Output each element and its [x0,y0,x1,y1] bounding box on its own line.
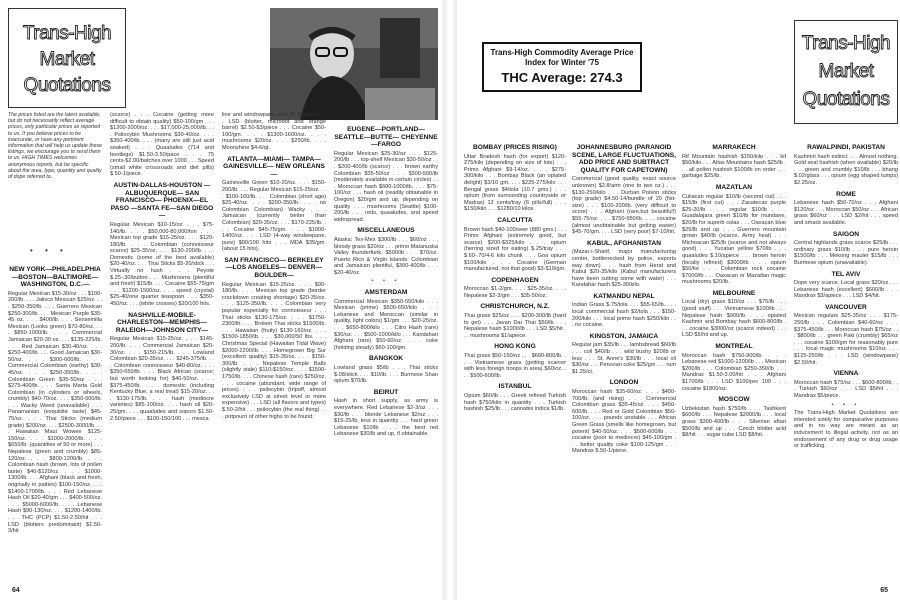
city-heading: ROME [836,190,856,198]
city-heading: MONTREAL [715,343,753,351]
price-listing: Alaska: Tex-Mex $300/lb . . . $60/oz . . . bloody grass $20/oz . . . primo Matanuska Valley thunderfunk, $500/lb . . . $70/oz. Puerto Rico & Virgin Islands: Colombian and Jamaican plentiful, $300-400/lb . . . $20-40/oz. [334,236,438,276]
price-listing: Regular Mexican $15-30/oz . . . $100-200/lb. . . . Jalisco Mexican $25/oz. . . . $250-350/lb. . . . Guerrero Mexican $250-300/lb. . . . Mexican Purple $35-45 oz. . . . $400/lb. . . . Sensemilla Mexican (Looks green) $70-80/oz. . . . $850-1000/lb. . . . Commercial Jamaican $20-30 oz. . . . $135-225/lb. . . . Red Jamaican $30-40/oz. . . . $250-400/lb. . . . Good Jamaican $30-50/oz. . . . $300-600/lb. . . . Commercial Colombian (earthy) $30-45/oz. . . . $250-350/lb. . . . Colombian Green $35-50/oz . . . $275-400/lb. . . . Santa Marta Gold Colombian (in cylinders or wheels, crumbly) $40-70/oz. . . . $350-500/lb. . . . Wacky Weed (unavailable) . . . Panamanian (exquisite taste) $45-75/oz. . . . Thai Sticks (medium grade) $200/oz. . . . $2500-3000/lb. . . . Hawaiian Maui Wowee $125-150/oz. . . . $1000-2000/lb. . . . $650/lb. (quantities of 50 or more) . . . Nepalese (green and crumbly) $85-120/oz. . . . $800-1200/lb. . . . Colombian hash (brown, lots of pollen taste) $40-$120/oz. . . . $1000-1300/lb. . . . Afghani (black and fresh, originally in patties) $100-150/oz. . . . $1400-1700/lb. . . . Red Lebanese Hash Oil $20-40/gm . . . $400-500/oz. . . . $5000-6000/lb. . . . Lebanese Hash $90-130/oz. . . . $1200-1400/lb. . . . THC (PCP) $1.50-2.50/hit . . . LSD (blotters predominant) $1.50-3/hit [8,290,102,535]
price-listing: (Mazar-i-Sharif, major manufacturing center, bottlenecked by police, exports way down) . . . hash from Herat and Kabul $20-35/kilo (Kabul manufacturers have been cutting some with water) . . . Kandahar hash $25-30/kilo. [572,249,676,289]
city-heading: KATMANDU NEPAL [593,292,655,300]
city-heading: VIENNA [833,370,859,378]
city-heading: AMSTERDAM [364,289,408,297]
price-listing: Moroccan hash $35-60/oz. . . . $450-700/lb. (and rising) . . . Commercial Colombian grass $35-45/oz. . . . $450-600/lb. . . . Red or Gold Colombian $50-100/oz. . . . pounds unstable . . . African Green Grass (smells like homegrown, but potent) $40-50/oz. . . . $500-600/lb . . . cocaine (poor to mediocre) $45-100/gm . . . better quality coke $100-125/gm . . . Mandrax $.50-1/piece. [572,389,676,455]
price-listing: Dope very scarce. Local grass $20/oz . . . Lebanese hash (excellent) $600/lb . . . Mandrax $3/apiece . . . LSD $4/hit. [794,280,898,300]
price-listing: Rif Mountain hashish $150/kilo . . . kif $50/kilo . . . Atlas Mountains hash $25/lb . . . all pollen hashish $100/lb on order . . . garbage $25/lb. [682,153,786,180]
intro-paragraph: The prices listed are the latest available, but do not necessarily reflect average prices, only particular prices as reported to us. If you believe prices to be inaccurate, or have any pertinent information that will help us update these listings, we encourage you to send them to us. HIGH TIMES welcomes anonymous reports, but be specific about the area, type, quantity and quality of dope referred to. [8,112,103,181]
city-heading: MELBOURNE [712,289,756,297]
page-number-right: 65 [880,587,888,594]
city-heading: CHRISTCHURCH, N.Z. [480,303,550,311]
city-heading: BANGKOK [368,355,404,363]
right-column-3 [682,140,786,592]
price-listing: Brown hash $40-100/seer (880 gms.) . . . Primo Afghani (extremely good, but scarce) $200-$325/kilo . . . opium (herring sized for eating) $.25/tray . . . $.60-.70/4-6 kilo chunk . . . Goa opium $100/kilo . . . Cocaine (German manufactured, not that good) $3-$10/gm. [464,226,566,273]
price-listing: Hash in short supply, as army is everywhere. Red Lebanese $2-3/oz . . . $30/lb . . . blonde Lebanese $2/oz . . . $15-25/lb, less in quantity . . . hard green Lebanese $10/lb . . . the best red Lebanese $30/lb and up, if obtainable. [334,398,438,438]
city-heading: BOMBAY (PRICES RISING) [473,144,557,151]
city-heading: NASHVILLE-MOBILE- CHARLESTON—MEMPHIS— RALEIGH—JOHNSON CITY— [115,311,209,334]
city-heading: BEIRUT [373,388,399,396]
price-listing: Commercial (good quality, exact source unknown) $2.8/arm (one to two oz.) . . . $130-250/kilo . . . Durban Poison sticks (top grade) $4.50-14/bundle of 20 (fist-size) . . . $100-200/lb. (very difficult to score) . . . Afghani (rare,but beautiful!) $55-75/oz. . . . $750-950/lb. . . . cocaine (almost unobtainable but getting easier) $45-70/gm. . . . LSD (very poor) $7-10/hit. [572,176,676,236]
price-listing: Gainesville Green $10-20/oz. . . . $150-200/lb. . . . Regular Mexican $15-25/oz. . . . $100-160/lb. . . . Colombian (short age) $25-40/oz. . . . $200-350/lb. . . . no Colombian Colombian) Wacky . . . Jamaican (currently better than Colombian) $20-35/oz. . . . $170-225/lb. . . . Cocaine $45-75/gm. . . . $1000-1400/oz. . . . LSD (4-way windowpane, pure) $90/100 hits . . . MDA $35/gm. (about 15 hits). [222,180,326,253]
price-listing: Moroccan $1-2/gm. . . . $25-35/oz. . . . Nepalese $2-3/gm . . . $35-50/oz. [464,286,566,299]
price-listing: Regular Mexican $15-25/oz. . . . $145-200/lb. . . . Commercial Jamaican $20-30/oz. . . . $150-215/lb. . . . Lowland Colombian $20-35/oz. . . . $245-375/lb. . . . Colombian connoisseur $40-80/oz. . . . $350-650/lb. . . . Black African (scarce; but worth looking for) $40-50/oz. . . . $375-450/lb. . . . domestic (including Kentucky Blue, a real treat) $15-20/oz. . . . $130-175/lb. . . . hash (mediocre varieties) $85-100/oz. . . . hash oil $20-25/gm. . . . quaaludes and sopors $1.50-2.50/piece . . . $100-150/100 . . . mesca [110,336,214,422]
trans-high-logo-right [794,20,898,124]
city-heading: JOHANNESBURG (PARANOID SCENE, LARGE FLUCTUATIONS, ADD PRICE AND SUBTRACT QUALITY FOR CAPETOWN) [572,144,676,174]
city-heading: KINGSTON, JAMAICA [589,332,659,340]
city-heading: AUSTIN-DALLAS-HOUSTON —ALBUQUERQUE— SAN FRANCISCO— PHOENIX—EL PASO —SANTA FE—SAN DIEGO— [110,181,214,220]
city-heading: RAWALPINDI, PAKISTAN [807,144,885,151]
price-listing: Regular Mexican $10-15/oz. . . . $75-140/lb. . . . $50,000-80,000/ton . . . Mexican top grade $15-25/oz. . . . $120-180/lb. . . . Colombian (connoisseur scarce) $25-35/oz, . . . $130-200/lb. . . . Domestic (some of the best available) $20-40/oz. . . . Thai Sticks $5-20/stick . . . Virtually no hash . . . Peyote $.25-.30/button . . . Mushrooms (plentiful and fresh) $15/lb. . . . Cocaine $55-75/gm . . . $1200-1500/oz. . . . speed (crystal) $25-40/one quarter teaspoon . . . $350-450/oz. . . . (white crosses) $20/100 hits. [110,221,214,308]
city-heading: SAN FRANCISCO— BERKELEY—LOS ANGELES— DENVER—BOULDER— [224,256,324,280]
price-listing: Mexican regulars $25-35/oz . . . $175-250/lb . . . Colombian $40-60/oz . . . $375-450/lb . . . Moroccan hash $75/oz . . . $800/lb . . . green Paki (crumbly) $65/oz . . . cocaine $100/gm for reasonably pure . . . local magic mushrooms $10/oz . . . $125-250/lb . . . LSD (windowpane) $2.50/hit. [794,313,898,366]
city-heading: KABUL, AFGHANISTAN [587,239,661,247]
left-column-3 [222,112,326,592]
price-listing: Culiacan regular $10/lb (second cut) . . . $15/lb (first cut) . . . Zacatecas purple $25-20/lb . . . regular $10/lb . . . Guadalajara green $10/lb for mundane, $20/lb for superb colas . . . Oaxacan blue $25/lb and up . . . Guerrero mountain grown $40/lb (scarce, Army heat) . . . Michoacan $25/lb (scarce and not always good) . . . Yucatan yellow $70/lb . . . quaaludes $.10/apiece . . . brown heroin (locally refined) $3000/lb . . . opium $50/lot . . . Colombian rock cocaine $7000/lb . . . Oaxacan or Mazatlan magic mushrooms $20/lb. [682,193,786,286]
city-heading: NEW YORK—PHILADELPHIA —BOSTON—BALTIMORE— WASHINGTON, D.C.— [9,266,101,289]
right-column-2 [572,140,676,592]
price-listing: Regular Mexican $25-30/oz . . . $125-200/lb . . . top-shelf Mexican $30-50/oz . . . $200-400/lb (scarce) . . . brown earthy Colombian $35-50/oz . . . $300-500/lb (moderately available in certain circles) . . . Moroccan hash $600-1000/lb. . . . $75-100/oz . . . hash oil (readily obtainable in Oregon) $20/gm and up, depending on quality . . . mushrooms (Seattle) $100-200/lb . . . reds, quaaludes, and speed widespread. [334,150,438,223]
thc-average: THC Average: 274.3 [501,70,623,85]
price-listing: line and windowpane acid $2-$3/piece . . . LSD (blotter, microdot and orange barrel) $2.50-$3/piece . . . Cocaine $50-100/gm. . . . $1300-1600/oz. . . . mushrooms $20/oz. . . . $250/lb. . . . Moonshine $4-6/qt. [222,112,326,151]
section-divider: • • • [30,246,68,255]
price-listing: Uttar Bradesh hash (for export) $120-275/kilo (depending on size of lots) . . . Primo Afghani $9-14/oz. . . . $275-300/kilo . . . Bombay Black (an opiated delight) $3/10 gm. . . . $225-275/kilo . . . Bengal grass $4/tola (10.7 gms.) . . . opium (from surrounding countryside or Madras) 12 cents/tray (6 pills/full) . . . $150/kilo . . . $1280/10 kilos. [464,153,566,213]
left-page [0,0,440,600]
logo-line-1: Trans-High [22,23,112,44]
price-listing: Local (dry) grass $10/oz . . . $75/lb . . . (good stuff) . . . Vietnamese $100/lb . . . Nepalese hash $900/lb . . . opiated Kashmir and Bombay hash $600-800/lb . . . cocaine $3000/oz (scarce indeed) . . . LSD $5/hit and up. [682,299,786,339]
price-listing: Moroccan hash $750-900/lb . . . Lebanese red $1000-1200/lb . . . Mexican $200/lb . . . Colombian $250-350/lb . . . Mandrax $1.50-3.00/hit . . . Afghani $1700/lb . . . LSD $100/per 100 . . . cocaine $1800/oz. [682,352,786,392]
city-heading: MISCELLANEOUS [357,227,415,235]
city-heading: VANCOUVER [825,303,867,311]
price-listing: Thai grass $25/oz . . . $200-300/lb (hard to get) . . . Javan Dar Thai $50/lb . . . Nepalese hash $1000/lb . . . LSD $5/hit . . . mushrooms $1/apiece. [464,313,566,339]
price-listing: Kashmiri hash extinct . . . Almost nothing. Gold seal hashish (when available) $20/lb . . . green and crumbly $10/lb . . . bhang $.02/glass . . . opium (egg shaped lumps) $2.25/oz. [794,153,898,186]
intro-disclaimer [8,112,102,183]
price-listing: Thai grass $50-150/oz . . . $600-800/lb. . . . Vietnamese grass (getting scarcer with less foreign troops in area) $60/oz. . . . $500-600/lb. [464,353,566,379]
price-listing: Moroccan hash $75/oz . . . $600-800/lb . . . Turkish $60/oz . . . LSD $5/hit . . . Mandrax $5/piece. [794,379,898,399]
price-listing: Lowland grass $5/lb . . . Thai sticks $.08/stick . . . $10/lb. . . . Burmese Shan opium $70/lb. [334,365,438,385]
photo-man-in-glasses [270,8,438,120]
left-column-2 [110,112,214,592]
city-heading: LONDON [609,379,639,387]
price-listing: (scarce) . . . Cocaine (getting more difficult to obtain quality) $50-100/gm . . . $1200-2000/oz. . . . $17,000-25,000/lb. . . . Psilocybin Mushrooms $30-40/oz. . . . $350-400/lb. . . . (many are still just acid soaked) . . . Quaaludes (714 and bootlegs) $1.50-3.50/pace . . . 75 cents-$2.00/batches over 1000 . . . Speed (small white crossroads and diet pills) $.50-1/piece. [110,112,214,178]
city-heading: EUGENE—PORTLAND— SEATTLE—BUTTE— CHEYENNE—FARGO [334,126,438,149]
price-listing: Regular jam $35/lb . . . lambsbread $60/lb . . . coil $40/lb . . . wild bushy $20/lb or less . . . St. Anne's $30/lb . . . local oil $30/oz . . . Peruvian coke $25/gm . . . rum $1.25/ct. [572,342,676,375]
price-listing: Commercial Mexican $350-550/kilo . . . Mexican (prime) $500-650/kilo . . . Lebanese and Moroccan (similar in quality, light colors) $1/gm . . . $20-25/oz. . . . $650-800/kilo . . . Citro Hash (rare) $30/oz. . . . $500-1000/kilo . . . Kandahari Afghani (rare) $50-60/oz. . . . coke (holding steady) $60-100/gm. [334,298,438,351]
city-heading: CALCUTTA [497,216,533,224]
right-column-4 [794,140,898,592]
price-listing: Regular Mexican $15-25/oz. . . . $90-180/lb. . . . Mexican top grade (border crackdown creating shortage) $20-35/oz. . . . $125-350/lb. . . . Colombian very popular especially for connoisseur . . . Thai sticks $130-175/oz. . . . $1750-2300/lb. . . . Broken Thai sticks $1500/lb. . . . Hawaiian (fruity) $130-160/oz. . . . $1500-1850/lb. . . . $30,000/50 lbs. . . . Christmas Special (Hawaiian Tidal Wave) $2000-2200/lb. . . . Homegrown Big Sur (excellent quality) $15-35/oz. . . . $150-300/lb. . . . Nepalese Temple Balls (slightly stale) $110-$150/oz. . . . $1500-1750/lb. . . . Chinese hash (rare) $250/oz. . . . cocaine (abundant, wide range of prices) . . . psilocybin (tripoff, almost exclusively LSD at street level or more expensive) . . . LSD (all flavors and types) $.50-2/hit . . . psilocybin (the real thing) . . . potpourri of other highs to be found. [222,281,326,420]
price-listing: Opium $60/lb . . . Greek refined Turkish hash $750/kilo in quantity . . . Turkish hashish $25/lb . . . cannabis indica $1/lb. [464,393,566,413]
logo-line-3: Quotations [23,75,111,96]
city-heading: TEL AVIV [831,270,861,278]
price-listing: Central highlands grass scarce $25/lb . . . ordinary grass $10/lb . . . pure heroin $1500/lb . . . Mekong mauler $15/lb . . . Burmese opium (unavailable). [794,240,898,266]
right-page [460,0,900,600]
city-heading: MARRAKECH [712,144,756,151]
logo-line-1: Trans-High [801,33,891,54]
city-heading: MAZATLAN [715,183,753,191]
left-column-4 [334,122,438,592]
city-heading: SAIGON [832,230,859,238]
city-heading: COPENHAGEN [491,276,539,284]
photo-illustration [270,8,438,120]
price-listing: Lebanese hash $50-70/oz . . . Afghani $120/oz . . . Moroccan $50/oz . . . African grass $60/oz . . . LSD $2/hit . . . speed and smack available. [794,200,898,226]
logo-line-2: Market [818,61,874,82]
trans-high-logo [8,8,126,108]
section-divider: • • • [371,278,401,285]
left-column-1 [8,262,102,592]
price-listing: Indian Grass $.75/tola . . . $55-65/lb. . . . local commercial hash $2/tola . . . $150-200/kilo . . . local primo hash $250/kilo . . . no cocaine. [572,302,676,329]
city-heading: ATLANTA—MIAMI— TAMPA—GAINESVILLE— NEW ORLEANS— [223,155,325,178]
commodity-index-box [482,42,642,92]
city-heading: ISTANBUL [498,383,532,391]
price-listing: Uzbekistan hash $750/lb . . . Tashkent $600/lb . . . Nepalese $2000/lb . . . local grass $300-400/lb . . . Siberian aftan $500/lb and up . . . Czech blotter acid $8/hit . . . sugar cube LSD $8/hit. [682,405,786,439]
index-title: Trans-High Commodity Average Price Index for Winter '75 [490,48,634,67]
book-gutter [443,0,457,600]
page-number-left: 64 [12,587,20,594]
price-listing: The Trans-High Market Quotations are intended solely for comparative purposes and in no way are meant as an inducement to illegal activity, not as an endorsement of any drug or drug usage or trafficking. [794,410,898,450]
logo-line-2: Market [39,49,95,70]
city-heading: MOSCOW [718,396,750,404]
section-divider: • • • [831,401,861,408]
city-heading: HONG KONG [494,343,536,351]
logo-line-3: Quotations [802,89,890,110]
right-column-1 [464,140,566,592]
